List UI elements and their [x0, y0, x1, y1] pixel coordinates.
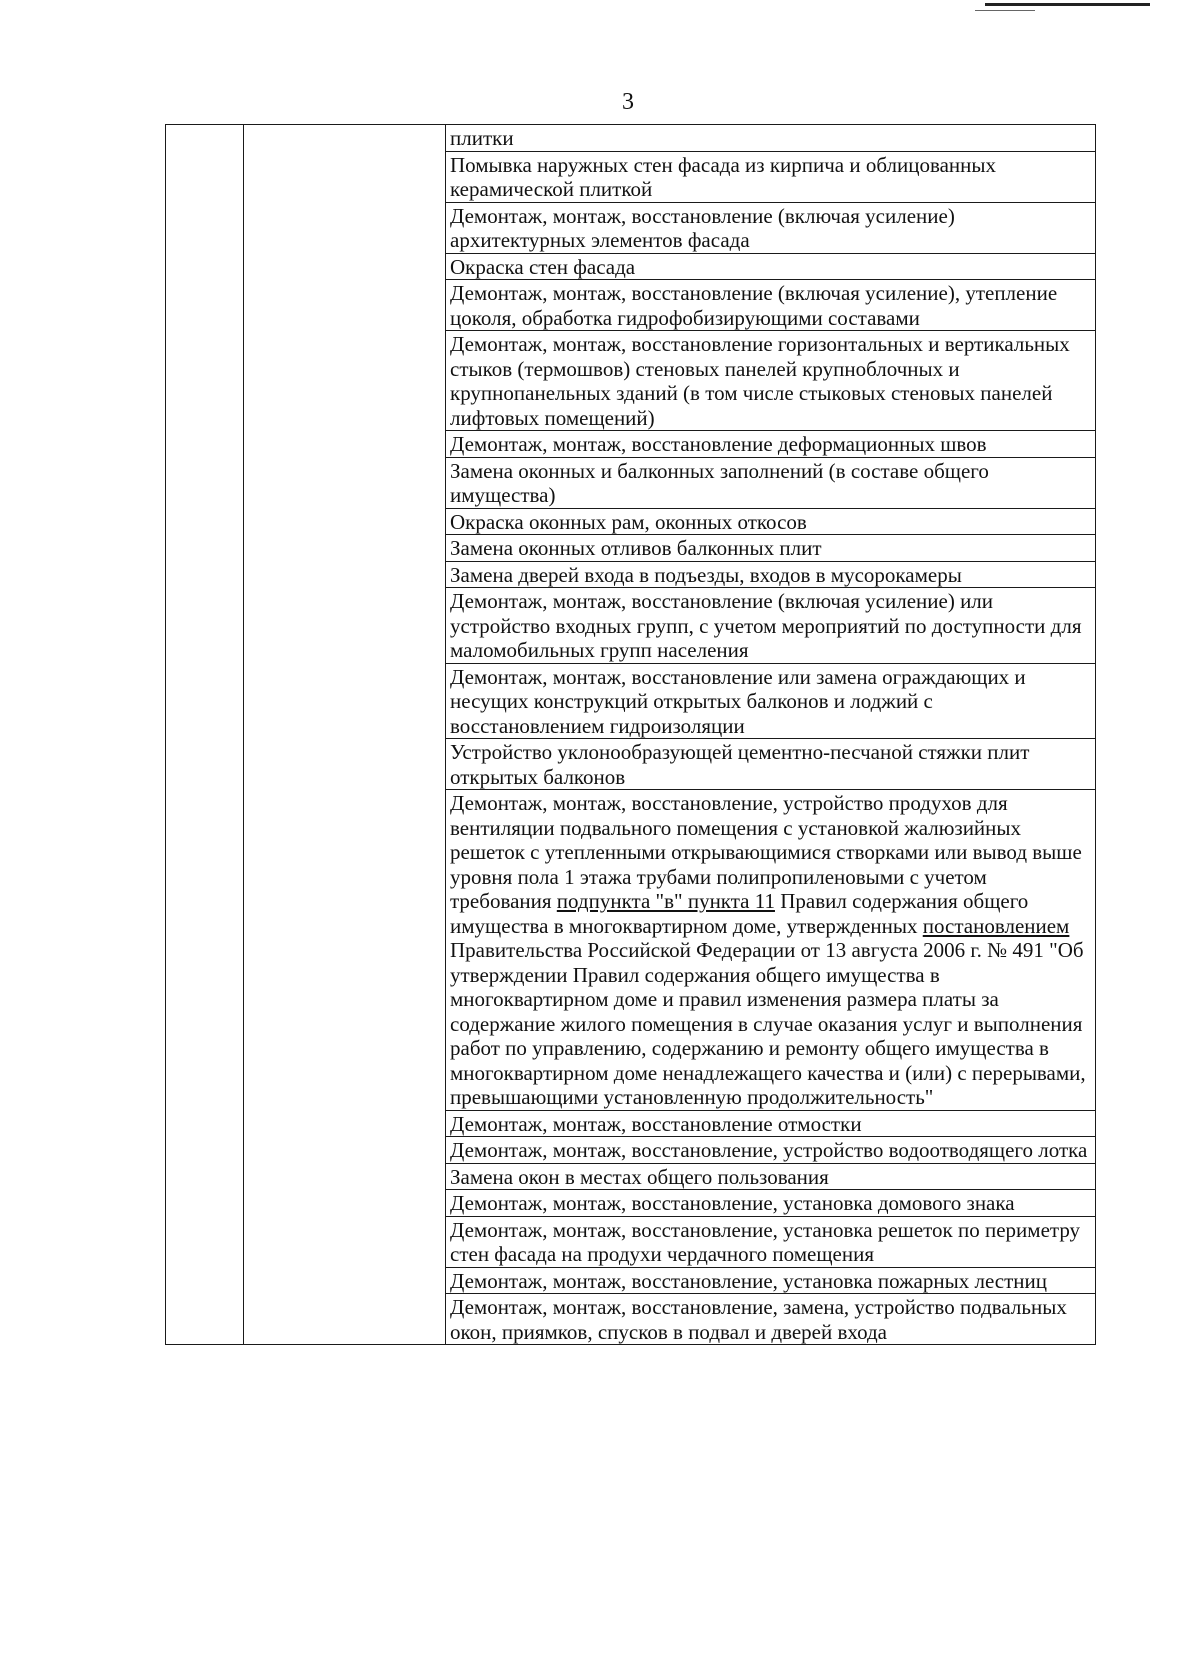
work-item-cell: Демонтаж, монтаж, восстановление, установка домового знака [446, 1190, 1096, 1217]
work-item-cell: Замена оконных отливов балконных плит [446, 535, 1096, 562]
work-item-cell-ventilation [446, 790, 1096, 1111]
works-table [165, 124, 1096, 1345]
table-row [166, 125, 1096, 152]
header-rule [985, 3, 1150, 6]
category-column-cell [244, 125, 446, 1345]
resolution-link[interactable]: постановлением [922, 913, 1070, 938]
subparagraph-link[interactable]: подпункта "в" пункта 11 [556, 889, 775, 913]
work-item-cell: Демонтаж, монтаж, восстановление горизонтальных и вертикальных стыков (термошвов) стеновых панелей крупноблочных и крупнопанельных зданий (в том числе стыковых стеновых панелей лифтовых помещений) [446, 331, 1096, 431]
ventilation-text-part2: Правил содержания общего имущества в многоквартирном доме, утвержденных [450, 889, 1029, 938]
work-item-cell: Окраска оконных рам, оконных откосов [446, 508, 1096, 535]
work-item-cell: Демонтаж, монтаж, восстановление отмостки [446, 1110, 1096, 1137]
header-rule-thin [975, 10, 1035, 11]
work-item-cell: Демонтаж, монтаж, восстановление, замена, устройство подвальных окон, приямков, спусков в подвал и дверей входа [446, 1294, 1096, 1345]
work-item-cell: Устройство уклонообразующей цементно-песчаной стяжки плит открытых балконов [446, 739, 1096, 790]
work-item-cell: Окраска стен фасада [446, 253, 1096, 280]
ventilation-text-part3: Правительства Российской Федерации от 13 августа 2006 г. № 491 "Об утверждении Правил содержания общего имущества в многоквартирном доме и правил изменения размера платы за содержание жилого помещения в случае оказания услуг и выполнения работ по управлению, содержанию и ремонту общего имущества в многоквартирном доме ненадлежащего качества и (или) с перерывами, превышающими установленную продолжительность" [450, 938, 1086, 1109]
work-item-cell: Демонтаж, монтаж, восстановление, установка решеток по периметру стен фасада на продухи чердачного помещения [446, 1216, 1096, 1267]
page-number: 3 [622, 89, 634, 115]
number-column-cell [166, 125, 244, 1345]
work-item-cell: Демонтаж, монтаж, восстановление (включая усиление) архитектурных элементов фасада [446, 202, 1096, 253]
work-item-cell: Демонтаж, монтаж, восстановление или замена ограждающих и несущих конструкций открытых балконов и лоджий с восстановлением гидроизоляции [446, 663, 1096, 739]
work-item-cell: Демонтаж, монтаж, восстановление, установка пожарных лестниц [446, 1267, 1096, 1294]
ventilation-text-part1: Демонтаж, монтаж, восстановление, устройство продухов для вентиляции подвального помещения с установкой жалюзийных решеток с утепленными открывающимися створками или вывод выше уровня пола 1 этажа трубами полипропиленовыми с учетом требования [450, 791, 1082, 913]
work-item-cell: плитки [446, 125, 1096, 152]
work-item-cell: Замена окон в местах общего пользования [446, 1163, 1096, 1190]
work-item-cell: Демонтаж, монтаж, восстановление (включая усиление), утепление цоколя, обработка гидрофобизирующими составами [446, 280, 1096, 331]
work-item-cell: Замена оконных и балконных заполнений (в составе общего имущества) [446, 457, 1096, 508]
work-item-cell: Замена дверей входа в подъезды, входов в мусорокамеры [446, 561, 1096, 588]
work-item-cell: Помывка наружных стен фасада из кирпича и облицованных керамической плиткой [446, 151, 1096, 202]
work-item-cell: Демонтаж, монтаж, восстановление (включая усиление) или устройство входных групп, с учетом мероприятий по доступности для маломобильных групп населения [446, 588, 1096, 664]
work-item-cell: Демонтаж, монтаж, восстановление, устройство водоотводящего лотка [446, 1137, 1096, 1164]
work-item-cell: Демонтаж, монтаж, восстановление деформационных швов [446, 431, 1096, 458]
